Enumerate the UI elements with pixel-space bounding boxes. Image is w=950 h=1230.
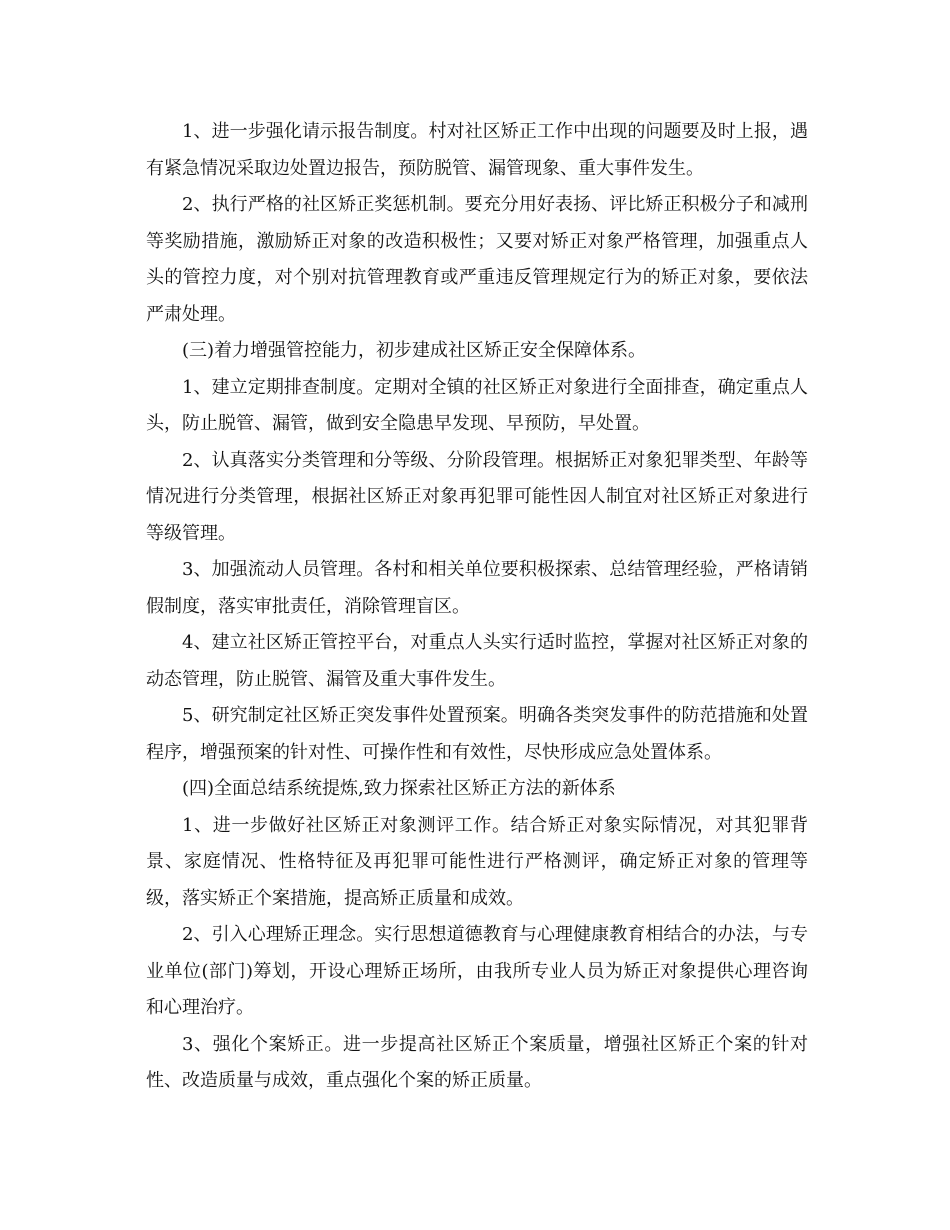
paragraph-mobile-personnel: 3、加强流动人员管理。各村和相关单位要积极探索、总结管理经验，严格请销假制度，落实审批责任，消除管理盲区。 [146,559,808,617]
document-body [146,114,808,1100]
paragraph-case-correction: 3、强化个案矫正。进一步提高社区矫正个案质量，增强社区矫正个案的针对性、改造质量与成效，重点强化个案的矫正质量。 [146,1033,808,1091]
paragraph-reporting-system: 1、进一步强化请示报告制度。村对社区矫正工作中出现的问题要及时上报，遇有紧急情况采取边处置边报告，预防脱管、漏管现象、重大事件发生。 [146,121,808,179]
section-heading-3: (三)着力增强管控能力，初步建成社区矫正安全保障体系。 [182,340,647,361]
section-heading-4: (四)全面总结系统提炼,致力探索社区矫正方法的新体系 [182,778,616,799]
paragraph-control-platform: 4、建立社区矫正管控平台，对重点人头实行适时监控，掌握对社区矫正对象的动态管理，防止脱管、漏管及重大事件发生。 [146,632,808,690]
paragraph-rewards-penalties: 2、执行严格的社区矫正奖惩机制。要充分用好表扬、评比矫正积极分子和减刑等奖励措施，激励矫正对象的改造积极性；又要对矫正对象严格管理，加强重点人头的管控力度，对个别对抗管理教育或严重违反管理规定行为的矫正对象，要依法严肃处理。 [146,194,808,325]
paragraph-regular-inspection: 1、建立定期排查制度。定期对全镇的社区矫正对象进行全面排查，确定重点人头，防止脱管、漏管，做到安全隐患早发现、早预防，早处置。 [146,376,808,434]
paragraph-psychological-correction: 2、引入心理矫正理念。实行思想道德教育与心理健康教育相结合的办法，与专业单位(部门)筹划，开设心理矫正场所，由我所专业人员为矫正对象提供心理咨询和心理治疗。 [146,924,808,1018]
paragraph-assessment: 1、进一步做好社区矫正对象测评工作。结合矫正对象实际情况，对其犯罪背景、家庭情况、性格特征及再犯罪可能性进行严格测评，确定矫正对象的管理等级，落实矫正个案措施，提高矫正质量和成效。 [146,814,808,909]
paragraph-classified-management: 2、认真落实分类管理和分等级、分阶段管理。根据矫正对象犯罪类型、年龄等情况进行分类管理，根据社区矫正对象再犯罪可能性因人制宜对社区矫正对象进行等级管理。 [146,449,808,544]
paragraph-emergency-plan: 5、研究制定社区矫正突发事件处置预案。明确各类突发事件的防范措施和处置程序，增强预案的针对性、可操作性和有效性，尽快形成应急处置体系。 [146,705,808,763]
